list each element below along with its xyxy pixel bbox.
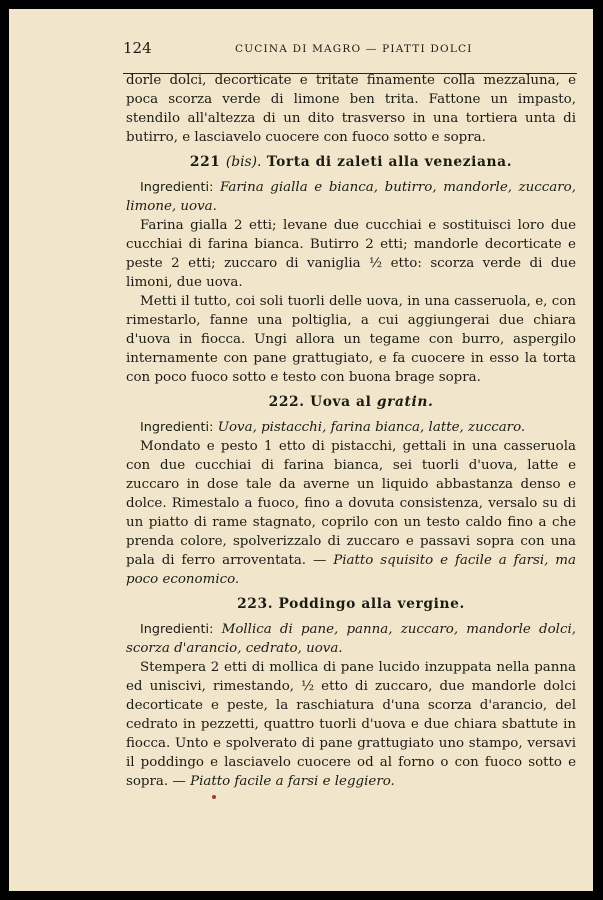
running-title: CUCINA DI MAGRO — PIATTI DOLCI (235, 43, 473, 55)
recipe-body: Stempera 2 etti di mollica di pane lucido inzuppata nella panna ed uniscivi, rimestando, ½ etto di zuccaro, due mandorle dolci decorticate e peste, la raschiatura d'una scorza d'arancio, del cedrato in pezzetti, quattro tuorli d'uova e due chiara sbattute in fiocca. Unto e spolverato di pane grattugiato uno stampo, versavi il poddingo e lasciavelo cuocere od al forno o con fuoco sotto e sopra. — (126, 660, 576, 789)
ingredients-list: Mollica di pane, panna, zuccaro, mandorle dolci, scorza d'arancio, cedrato, uova. (126, 622, 576, 656)
ingredients-list: Farina gialla e bianca, butirro, mandorle, zuccaro, limone, uova. (126, 180, 576, 214)
ingredients-223 (126, 620, 576, 658)
recipe-body: Mondato e pesto 1 etto di pistacchi, gettali in una casseruola con due cucchiai di farina bianca, sei tuorli d'uova, latte e zuccaro in dose tale da averne un liquido abbastanza denso e dolce. Rimestalo a fuoco, fino a dovuta consistenza, versalo su di un piatto di rame stagnato, coprilo con un testo caldo fino a che prenda colore, spolverizzalo di zuccaro e passavi sopra con una pala di ferro arroventata. — (126, 439, 576, 568)
ingredients-221 (126, 178, 576, 216)
page-content (126, 71, 576, 791)
recipe-title-italic: gratin. (376, 394, 434, 410)
recipe-title-text: Poddingo alla vergine. (278, 596, 465, 612)
recipe-title-223 (126, 595, 576, 614)
ingredients-label: Ingredienti: (140, 622, 214, 637)
recipe-title-text: Uova al (310, 394, 372, 410)
recipe-number: 221 (189, 154, 221, 170)
ink-spot (212, 795, 216, 799)
recipe-number: 222. (268, 394, 305, 410)
ingredients-label: Ingredienti: (140, 180, 214, 195)
recipe-paragraph (126, 658, 576, 791)
recipe-title-221 (126, 153, 576, 172)
recipe-paragraph (126, 437, 576, 589)
recipe-note: Piatto facile a farsi e leggiero. (190, 774, 395, 789)
recipe-title-text: Torta di zaleti alla veneziana. (266, 154, 513, 170)
recipe-title-222 (126, 393, 576, 412)
recipe-note: Piatto squisito e facile a farsi, ma poco economico. (126, 553, 576, 587)
recipe-paragraph: Farina gialla 2 etti; levane due cucchiai e sostituisci loro due cucchiai di farina bianca. Butirro 2 etti; mandorle decorticate e peste 2 etti; zuccaro di vaniglia ½ etto: scorza verde di due limoni, due uova. (126, 218, 576, 290)
book-page (9, 9, 593, 891)
ingredients-222 (126, 418, 576, 437)
ingredients-list: Uova, pistacchi, farina bianca, latte, zuccaro. (217, 420, 526, 435)
recipe-number: 223. (237, 596, 274, 612)
ingredients-label: Ingredienti: (140, 420, 214, 435)
continuation-paragraph: dorle dolci, decorticate e tritate finamente colla mezzaluna, e poca scorza verde di limone ben trita. Fattone un impasto, stendilo all'altezza di un dito trasverso in una tortiera unta di butirro, e lasciavelo cuocere con fuoco sotto e sopra. (126, 73, 576, 145)
recipe-suffix: (bis). (225, 154, 262, 170)
page-number: 124 (123, 39, 152, 57)
recipe-paragraph: Metti il tutto, coi soli tuorli delle uova, in una casseruola, e, con rimestarlo, fanne una poltiglia, a cui aggiungerai due chiara d'uova in fiocca. Ungi allora un tegame con burro, aspergilo internamente con pane grattugiato, e fa cuocere in esso la torta con poco fuoco sotto e testo con buona brage sopra. (126, 294, 576, 385)
running-head (123, 33, 577, 74)
